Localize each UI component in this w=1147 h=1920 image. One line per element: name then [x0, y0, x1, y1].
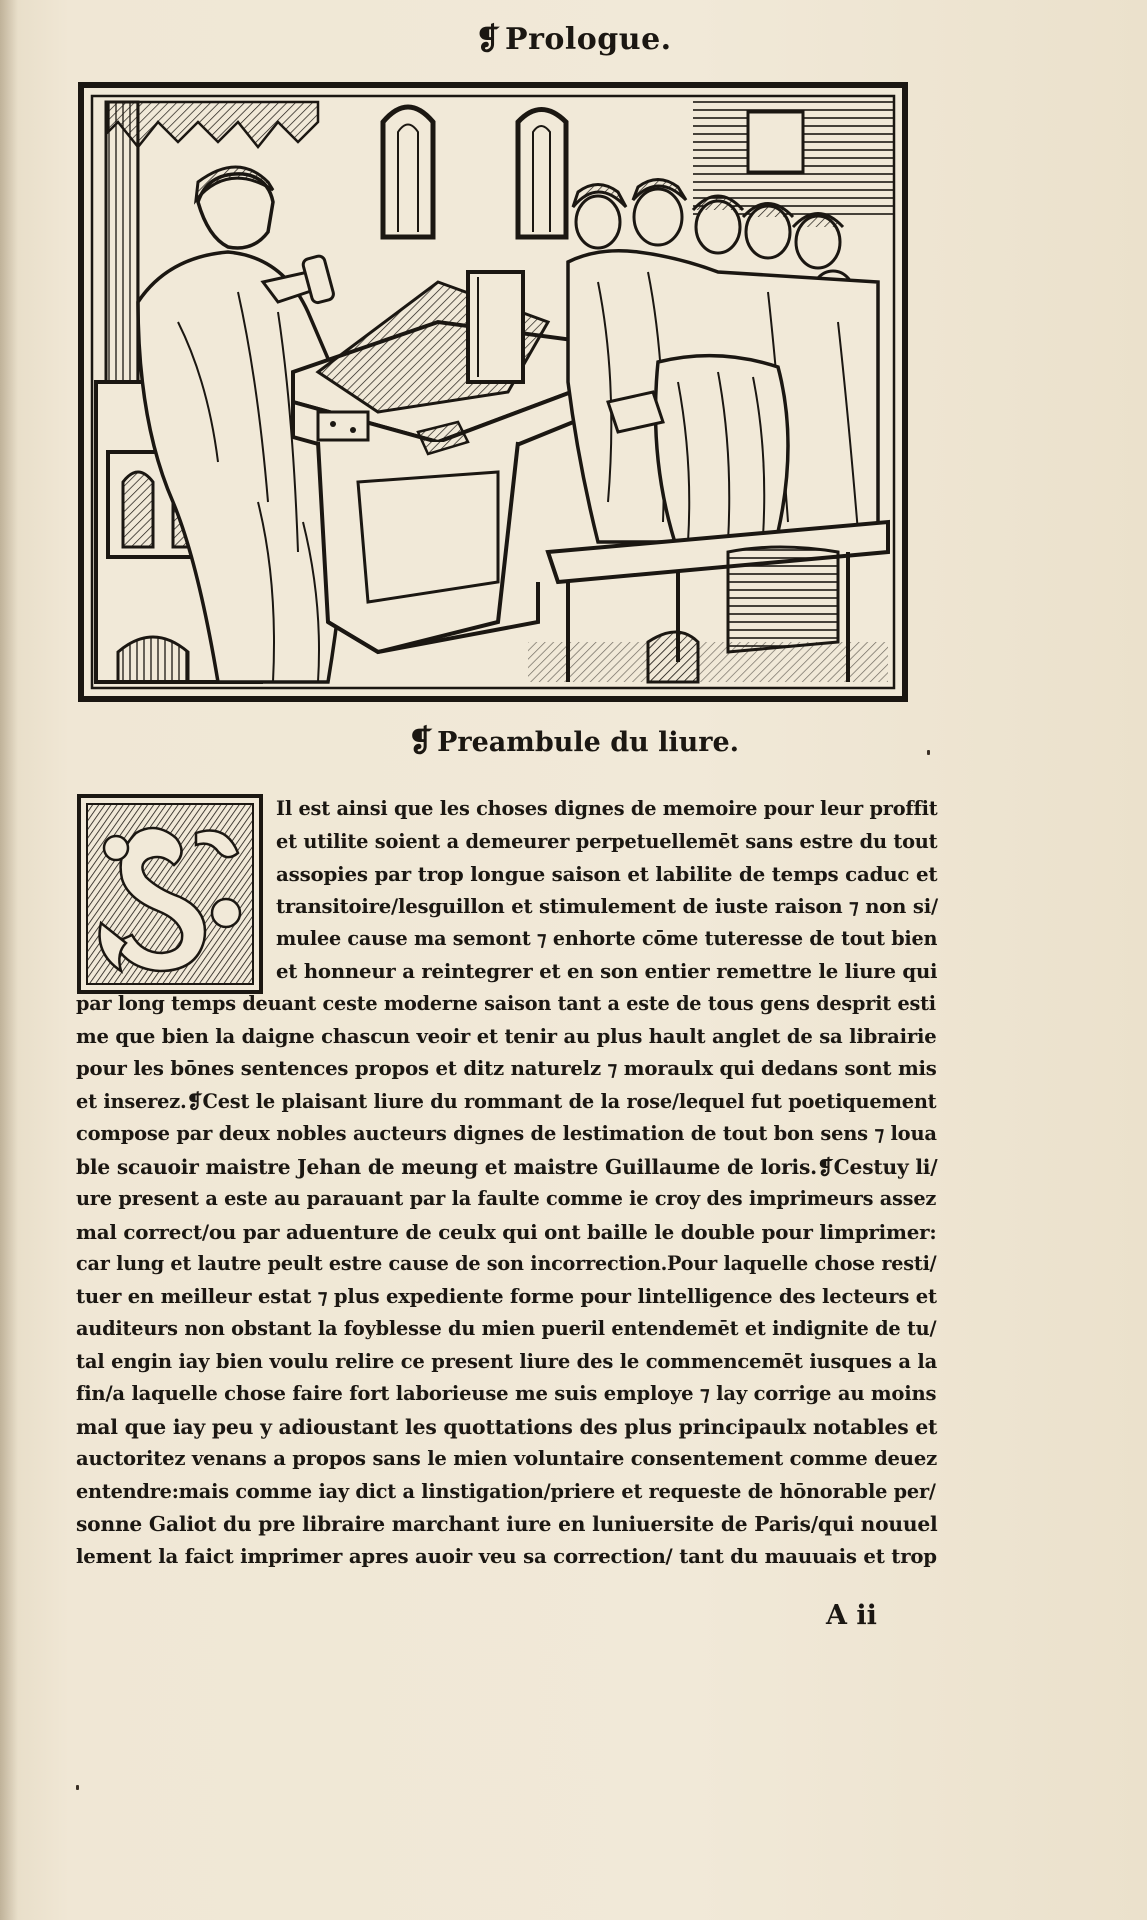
text-line: par long temps deuant ceste moderne saison tant a este de tous gens desprit esti: [76, 992, 936, 1015]
pilcrow-icon: ❡: [475, 22, 502, 57]
text-line: Il est ainsi que les choses dignes de memoire pour leur proffit: [276, 797, 938, 820]
page-signature: A ii: [826, 1600, 877, 1631]
text-line: mal que iay peu y adioustant les quottations des plus principaulx notables et: [76, 1414, 938, 1439]
text-line: transitoire/lesguillon et stimulement de iuste raison ⁊ non si/: [276, 894, 938, 918]
text-line: et utilite soient a demeurer perpetuellemēt sans estre du tout: [276, 829, 938, 853]
text-line: lement la faict imprimer apres auoir veu sa correction/ tant du mauuais et trop: [76, 1544, 937, 1568]
caption-text: Preambule du liure.: [437, 727, 740, 758]
text-line: fin/a laquelle chose faire fort laborieuse me suis employe ⁊ lay corrige au moins: [76, 1382, 937, 1405]
text-line: et inserez.❡Cest le plaisant liure du rommant de la rose/lequel fut poetiquement: [76, 1089, 937, 1113]
running-head-text: Prologue.: [505, 22, 672, 57]
decorated-initial-s-icon: [76, 793, 264, 995]
ink-speck: [927, 750, 930, 755]
text-line: pour les bōnes sentences propos et ditz naturelz ⁊ moraulx qui dedans sont mis: [76, 1057, 937, 1080]
text-line: mulee cause ma semont ⁊ enhorte cōme tuteresse de tout bien: [276, 927, 938, 950]
spine-shadow: [0, 0, 18, 1920]
text-line: car lung et lautre peult estre cause de son incorrection.Pour laquelle chose resti/: [76, 1252, 937, 1275]
text-line: sonne Galiot du pre libraire marchant iure en luniuersite de Paris/qui nouuel: [76, 1512, 938, 1536]
text-line: entendre:mais comme iay dict a linstigation/priere et requeste de hōnorable per/: [76, 1479, 936, 1503]
text-line: auctoritez venans a propos sans le mien voluntaire consentement comme deuez: [76, 1447, 937, 1470]
text-line: compose par deux nobles aucteurs dignes de lestimation de tout bon sens ⁊ loua: [76, 1122, 937, 1145]
text-line: mal correct/ou par aduenture de ceulx qui ont baille le double pour limprimer:: [76, 1219, 937, 1244]
text-line: tuer en meilleur estat ⁊ plus expediente forme pour lintelligence des lecteurs et: [76, 1284, 937, 1308]
pilcrow-icon: ❡: [407, 724, 434, 759]
text-line: me que bien la daigne chascun veoir et tenir au plus hault anglet de sa librairie: [76, 1024, 937, 1048]
text-line: et honneur a reintegrer et en son entier remettre le liure qui: [276, 959, 938, 983]
text-line: auditeurs non obstant la foyblesse du mien pueril entendemēt et indignite de tu/: [76, 1317, 937, 1340]
text-line: tal engin iay bien voulu relire ce present liure des le commencemēt iusques a la: [76, 1349, 938, 1373]
woodcut-illustration-icon: [78, 82, 908, 702]
text-line: ure present a este au parauant par la faulte comme ie croy des imprimeurs assez: [76, 1187, 937, 1210]
caption: [0, 724, 1147, 759]
text-line: assopies par trop longue saison et labilite de temps caduc et: [276, 862, 938, 886]
ink-speck: [76, 1785, 79, 1790]
text-line: ble scauoir maistre Jehan de meung et maistre Guillaume de loris.❡Cestuy li/: [76, 1154, 938, 1179]
running-head: [0, 22, 1147, 57]
